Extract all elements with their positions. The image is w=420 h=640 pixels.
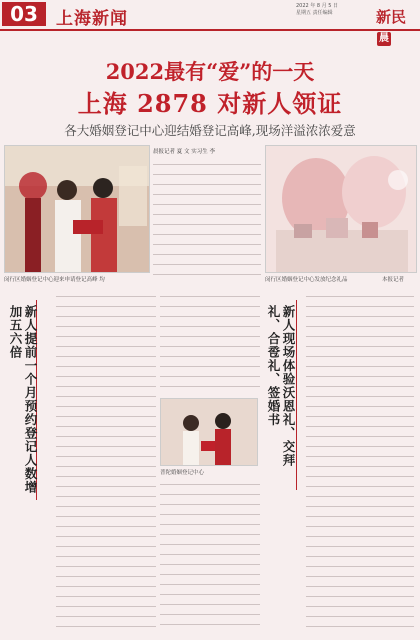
headline-line1: 2022最有“爱”的一天 (105, 59, 315, 84)
photo-right-caption: 闵行区婚姻登记中心发放纪念礼品 (265, 277, 348, 283)
headline-line2: 上海 2878 对新人领证 (77, 89, 343, 118)
page-number: 03 (2, 2, 46, 26)
photo-left-caption: 闵行区婚姻登记中心迎来申请登记高峰 均 (4, 277, 105, 283)
photo-gift-image (266, 146, 417, 273)
photo-gift-table (265, 145, 417, 273)
article-center-column (160, 292, 260, 392)
masthead-text: 新民 (376, 8, 407, 26)
dateline-editor: 星期五 责任编辑 (296, 10, 333, 16)
page-header (0, 0, 420, 44)
vertical-headline-left: 新人提前一个月预约​登记人数增加五六倍 (8, 305, 38, 494)
photo-couple-image (5, 146, 150, 273)
vertical-headline-right: 新人现场体验沃恩礼、交拜礼、合卺礼、签婚书 (266, 305, 296, 467)
photo-certificate-moment (160, 398, 258, 466)
article-left-column (56, 292, 156, 632)
article-right-column (306, 292, 414, 632)
byline: 晨报记者 夏 文 实习生 李 (153, 149, 215, 155)
photo-couple-registration (4, 145, 150, 273)
subheadline: 各大婚姻登记中心迎结婚登记高峰,现场洋溢浓浓爱意 (64, 123, 356, 138)
article-middle-column (153, 160, 261, 275)
masthead-mark: 晨 (379, 33, 389, 44)
photo-bottom-caption: 普陀婚姻登记中心 (160, 470, 205, 476)
masthead-logo (376, 6, 420, 46)
dateline-date: 2022 年 8 月 5 日 (296, 3, 339, 9)
dateline (296, 3, 338, 17)
article-center-column-lower (160, 480, 260, 632)
right-vertical-rule (296, 300, 297, 490)
section-title: 上海新闻 (56, 9, 128, 29)
text-placeholder (153, 160, 261, 275)
header-rule (0, 29, 420, 31)
photo-certificate-image (161, 399, 258, 466)
photo-right-credit: 本报记者 (382, 277, 405, 283)
